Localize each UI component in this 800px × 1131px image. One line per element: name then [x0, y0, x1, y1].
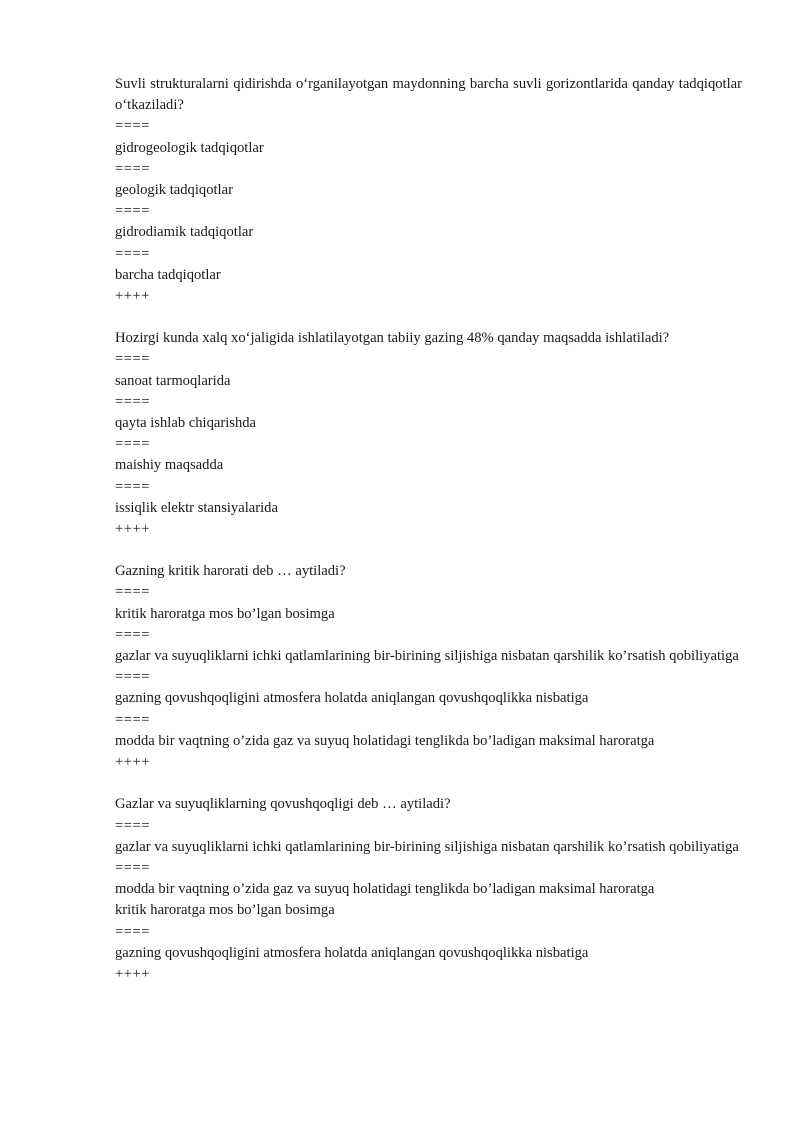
answer-option: gazlar va suyuqliklarni ichki qatlamlarining bir-birining siljishiga nisbatan qarshilik ko’rsatish qobiliyatiga: [115, 648, 739, 665]
answer-option: issiqlik elektr stansiyalarida: [115, 499, 278, 516]
answer-option: gidrogeologik tadqiqotlar: [115, 139, 264, 156]
separator: ====: [115, 669, 150, 686]
answer-option: maishiy maqsadda: [115, 457, 224, 474]
document-content: [115, 74, 742, 1006]
question-block-1: [115, 74, 742, 307]
question-block-2: [115, 328, 742, 540]
separator: ====: [115, 351, 150, 368]
answer-option: gazning qovushqoqligini atmosfera holatda aniqlangan qovushqoqlikka nisbatiga: [115, 690, 589, 707]
separator: ====: [115, 817, 150, 834]
answer-option: qayta ishlab chiqarishda: [115, 415, 257, 432]
separator: ====: [115, 584, 150, 601]
answer-option: sanoat tarmoqlarida: [115, 372, 231, 389]
answer-option: barcha tadqiqotlar: [115, 266, 221, 283]
end-marker: ++++: [115, 521, 150, 538]
answer-option: gidrodiamik tadqiqotlar: [115, 224, 254, 241]
separator: ====: [115, 203, 150, 220]
question-text: Suvli strukturalarni qidirishda o‘rganilayotgan maydonning barcha suvli gorizontlarida qanday tadqiqotlar o‘tkaziladi?: [115, 76, 742, 114]
answer-option: modda bir vaqtning o’zida gaz va suyuq holatidagi tenglikda bo’ladigan maksimal haroratga: [115, 881, 655, 898]
separator: ====: [115, 118, 150, 135]
answer-option: modda bir vaqtning o’zida gaz va suyuq holatidagi tenglikda bo’ladigan maksimal haroratga: [115, 732, 655, 749]
question-text: Gazlar va suyuqliklarning qovushqoqligi deb … aytiladi?: [115, 796, 451, 813]
separator: ====: [115, 478, 150, 495]
question-text: Hozirgi kunda xalq xo‘jaligida ishlatilayotgan tabiiy gazing 48% qanday maqsadda ishlatiladi?: [115, 330, 670, 347]
separator: ====: [115, 626, 150, 643]
answer-option: kritik haroratga mos bo’lgan bosimga: [115, 902, 335, 919]
end-marker: ++++: [115, 288, 150, 305]
separator: ====: [115, 393, 150, 410]
question-block-4: [115, 794, 742, 985]
answer-option: kritik haroratga mos bo’lgan bosimga: [115, 605, 335, 622]
answer-option: geologik tadqiqotlar: [115, 182, 233, 199]
separator: ====: [115, 436, 150, 453]
end-marker: ++++: [115, 965, 150, 982]
separator: ====: [115, 859, 150, 876]
question-text: Gazning kritik harorati deb … aytiladi?: [115, 563, 346, 580]
separator: ====: [115, 923, 150, 940]
separator: ====: [115, 160, 150, 177]
answer-option: gazning qovushqoqligini atmosfera holatda aniqlangan qovushqoqlikka nisbatiga: [115, 944, 589, 961]
end-marker: ++++: [115, 754, 150, 771]
answer-option: gazlar va suyuqliklarni ichki qatlamlarining bir-birining siljishiga nisbatan qarshilik ko’rsatish qobiliyatiga: [115, 838, 739, 855]
separator: ====: [115, 711, 150, 728]
separator: ====: [115, 245, 150, 262]
question-block-3: [115, 561, 742, 773]
